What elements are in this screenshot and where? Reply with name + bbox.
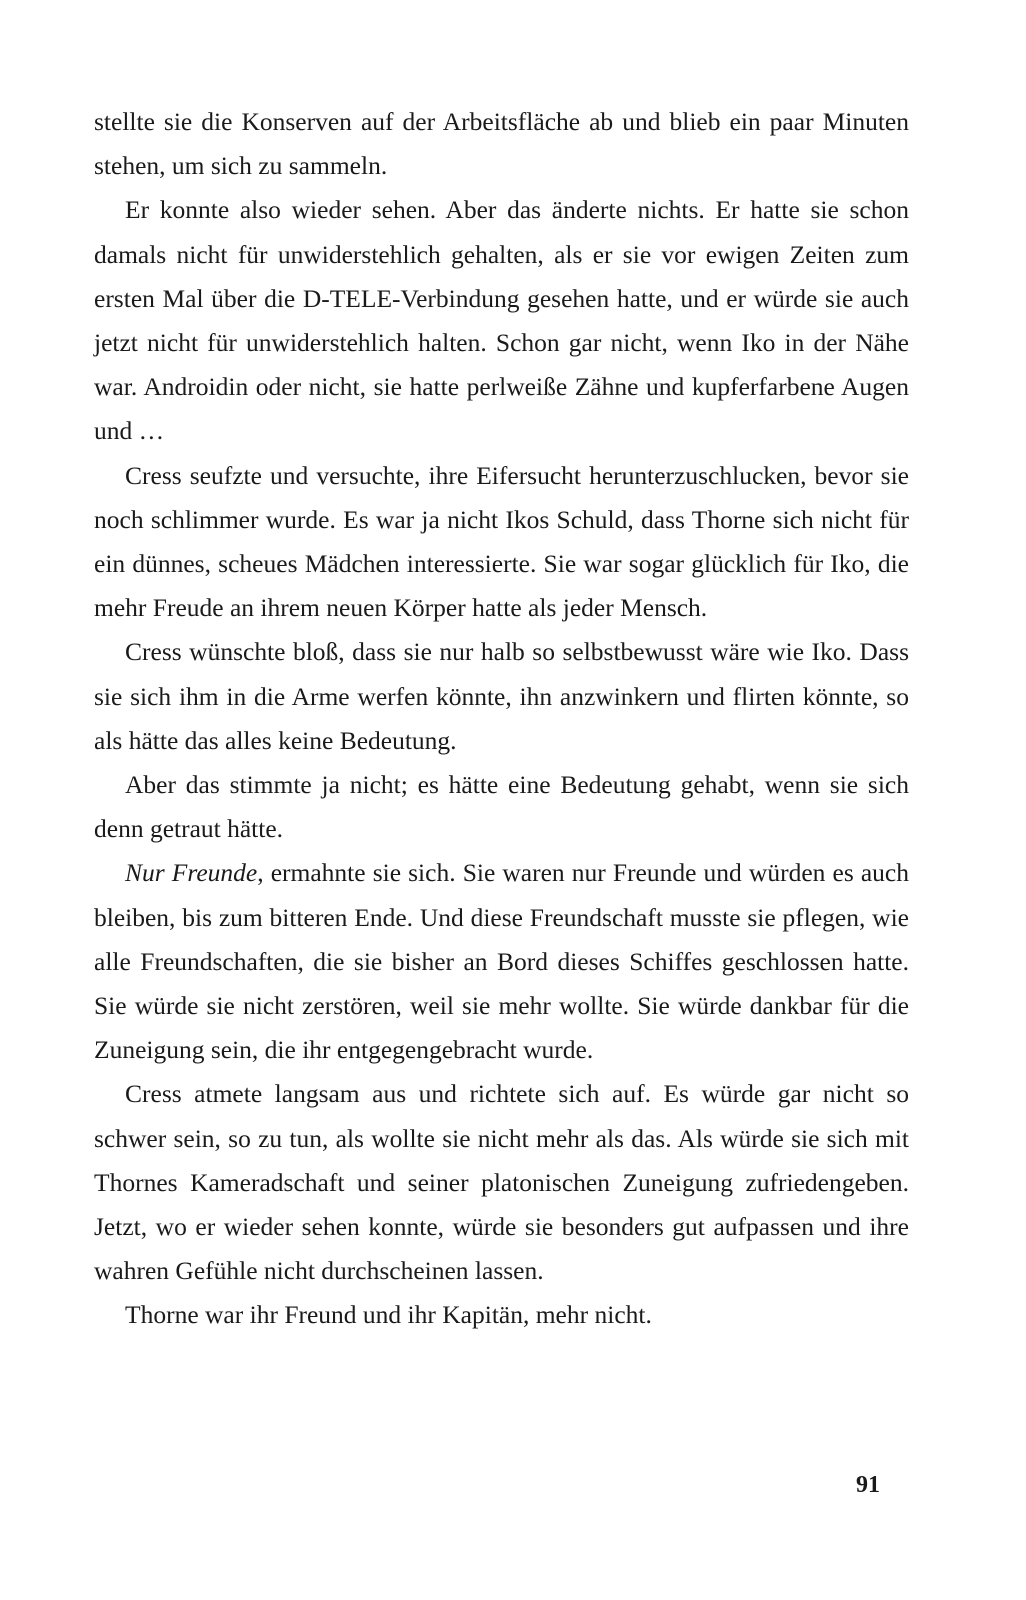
paragraph-1: stellte sie die Konserven auf der Arbeitsfläche ab und blieb ein paar Minuten stehen, um sich zu sammeln. bbox=[94, 107, 909, 181]
paragraph-6-italic: Nur Freunde bbox=[125, 858, 258, 888]
paragraph-3: Cress seufzte und versuchte, ihre Eifersucht herunterzuschlucken, bevor sie noch schlimmer wurde. Es war ja nicht Ikos Schuld, dass Thorne sich nicht für ein dünnes, scheues Mädchen interessierte. Sie war sogar glücklich für Iko, die mehr Freude an ihrem neuen Körper hatte als jeder Mensch. bbox=[94, 460, 909, 623]
paragraph-4: Cress wünschte bloß, dass sie nur halb so selbstbewusst wäre wie Iko. Dass sie sich ihm in die Arme werfen könnte, ihn anzwinkern und flirten könnte, so als hätte das alles keine Bedeutung. bbox=[94, 637, 909, 755]
paragraph-8: Thorne war ihr Freund und ihr Kapitän, mehr nicht. bbox=[125, 1300, 652, 1330]
paragraph-6 bbox=[94, 851, 909, 1072]
paragraph-7: Cress atmete langsam aus und richtete sich auf. Es würde gar nicht so schwer sein, so zu tun, als wollte sie nicht mehr als das. Als würde sie sich mit Thornes Kameradschaft und seiner platonischen Zuneigung zufriedengeben. Jetzt, wo er wieder sehen konnte, würde sie besonders gut aufpassen und ihre wahren Gefühle nicht durchscheinen lassen. bbox=[94, 1079, 909, 1286]
paragraph-6-text: , ermahnte sie sich. Sie waren nur Freunde und würden es auch bleiben, bis zum bitteren Ende. Und diese Freundschaft musste sie pflegen, wie alle Freundschaften, die sie bisher an Bord dieses Schiffes geschlossen hatte. Sie würde sie nicht zerstören, weil sie mehr wollte. Sie würde dankbar für die Zuneigung sein, die ihr entgegengebracht wurde. bbox=[94, 858, 909, 1065]
page-number: 91 bbox=[856, 1472, 880, 1498]
body-text bbox=[94, 100, 909, 1338]
paragraph-5: Aber das stimmte ja nicht; es hätte eine Bedeutung gehabt, wenn sie sich denn getraut hätte. bbox=[94, 770, 909, 844]
paragraph-2: Er konnte also wieder sehen. Aber das änderte nichts. Er hatte sie schon damals nicht für unwiderstehlich gehalten, als er sie vor ewigen Zeiten zum ersten Mal über die D-TELE-Verbindung gesehen hatte, und er würde sie auch jetzt nicht für unwiderstehlich halten. Schon gar nicht, wenn Iko in der Nähe war. Androidin oder nicht, sie hatte perlweiße Zähne und kupferfarbene Augen und … bbox=[94, 195, 909, 446]
